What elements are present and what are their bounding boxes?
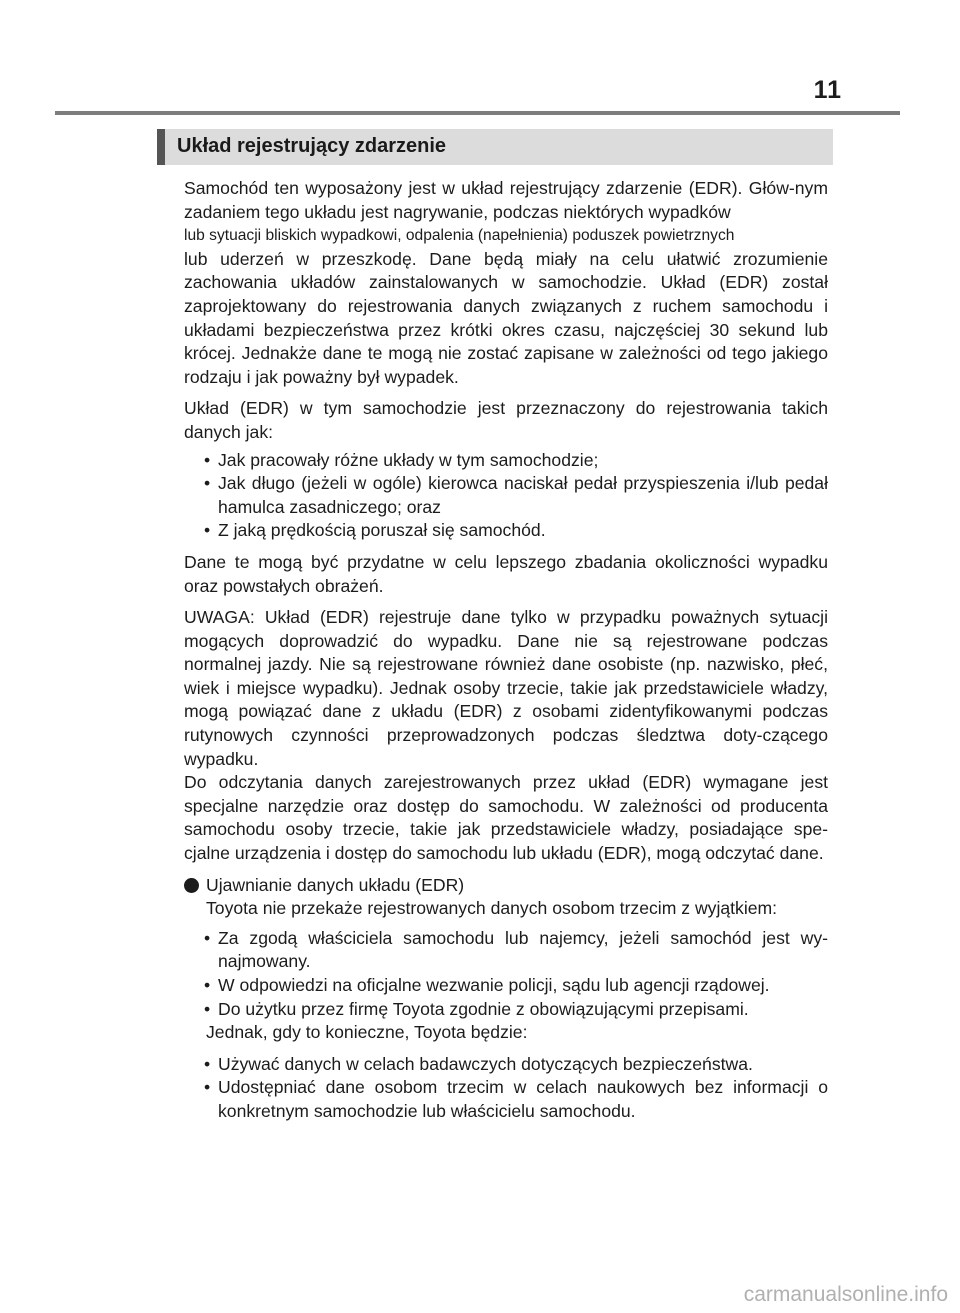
disclosure-subheading	[184, 874, 828, 898]
disclosure-uses-list	[204, 1053, 828, 1124]
recorded-data-list	[204, 449, 828, 543]
list-item: • Jak pracowały różne układy w tym samochodzie;	[204, 449, 828, 473]
paragraph-reading-data: Do odczytania danych zarejestrowanych przez układ (EDR) wymagane jest specjalne narzędzie oraz dostęp do samochodu. W zależności od producenta samochodu osoby trzecie, takie jak przedstawiciele władzy, posiadające spe-cjalne urządzenia i dostęp do samochodu lub układu (EDR), mogą odczytać dane.	[184, 772, 828, 864]
list-item: • Do użytku przez firmę Toyota zgodnie z obowiązującymi przepisami.	[204, 998, 828, 1022]
page-number: 11	[813, 76, 842, 104]
bullet-dot-icon	[184, 878, 199, 893]
paragraph-warning: UWAGA: Układ (EDR) rejestruje dane tylko w przypadku poważnych sytuacji mogących doprowadzić do wypadku. Dane nie są rejestrowane podczas normalnej jazdy. Nie są rejestrowane również dane osobiste (np. nazwisko, płeć, wiek i miejsce wypadku). Jednak osoby trzecie, takie jak przedstawiciele władzy, mogą powiązać dane z układu (EDR) z osobami zidentyfikowanymi podczas rutynowych czynności przeprowadzonych podczas śledztwa doty-czącego wypadku.	[184, 607, 828, 769]
disclosure-exceptions-list	[204, 927, 828, 1021]
list-item: • Udostępniać dane osobom trzecim w celach naukowych bez informacji o konkretnym samochodzie lub właścicielu samochodu.	[204, 1076, 828, 1123]
watermark: carmanualsonline.info	[743, 1283, 948, 1306]
disclosure-intro: Toyota nie przekaże rejestrowanych danych osobom trzecim z wyjątkiem:	[206, 898, 778, 919]
disclosure-heading: Ujawnianie danych układu (EDR)	[206, 874, 465, 895]
paragraph-edr-intro-c: lub uderzeń w przeszkodę. Dane będą miały na celu ułatwić zrozumienie zachowania układów zainstalowanych w samochodzie. Układ (EDR) został zaprojektowany do rejestrowania danych związanych z ruchem samochodu i układami bezpieczeństwa przez krótki okres czasu, najczęściej 30 sekund lub krócej. Jednakże dane te mogą nie zostać zapisane w zależności od tego jakiego rodzaju i jak poważny był wypadek.	[184, 248, 828, 387]
disclosure-however: Jednak, gdy to konieczne, Toyota będzie:	[206, 1022, 528, 1043]
paragraph-edr-intro-a: Samochód ten wyposażony jest w układ rejestrujący zdarzenie (EDR). Głów-nym zadaniem tego układu jest nagrywanie, podczas niektórych wypadków	[184, 178, 828, 222]
list-item: • W odpowiedzi na oficjalne wezwanie policji, sądu lub agencji rządowej.	[204, 974, 828, 998]
list-item: • Za zgodą właściciela samochodu lub najemcy, jeżeli samochód jest wy-najmowany.	[204, 927, 828, 974]
list-item: • Jak długo (jeżeli w ogóle) kierowca naciskał pedał przyspieszenia i/lub pedał hamulca zasadniczego; oraz	[204, 472, 828, 519]
list-item: • Używać danych w celach badawczych dotyczących bezpieczeństwa.	[204, 1053, 828, 1077]
paragraph-data-usefulness: Dane te mogą być przydatne w celu lepszego zbadania okoliczności wypadku oraz powstałych obrażeń.	[184, 551, 828, 596]
content-body	[184, 177, 828, 1132]
top-divider	[55, 111, 900, 115]
paragraph-edr-purpose: Układ (EDR) w tym samochodzie jest przeznaczony do rejestrowania takich danych jak:	[184, 398, 828, 442]
paragraph-edr-intro-b: lub sytuacji bliskich wypadkowi, odpalenia (napełnienia) poduszek powietrznych	[184, 227, 735, 245]
section-title: Układ rejestrujący zdarzenie	[177, 135, 447, 157]
list-item: • Z jaką prędkością poruszał się samochód.	[204, 519, 828, 543]
section-header	[157, 129, 833, 165]
